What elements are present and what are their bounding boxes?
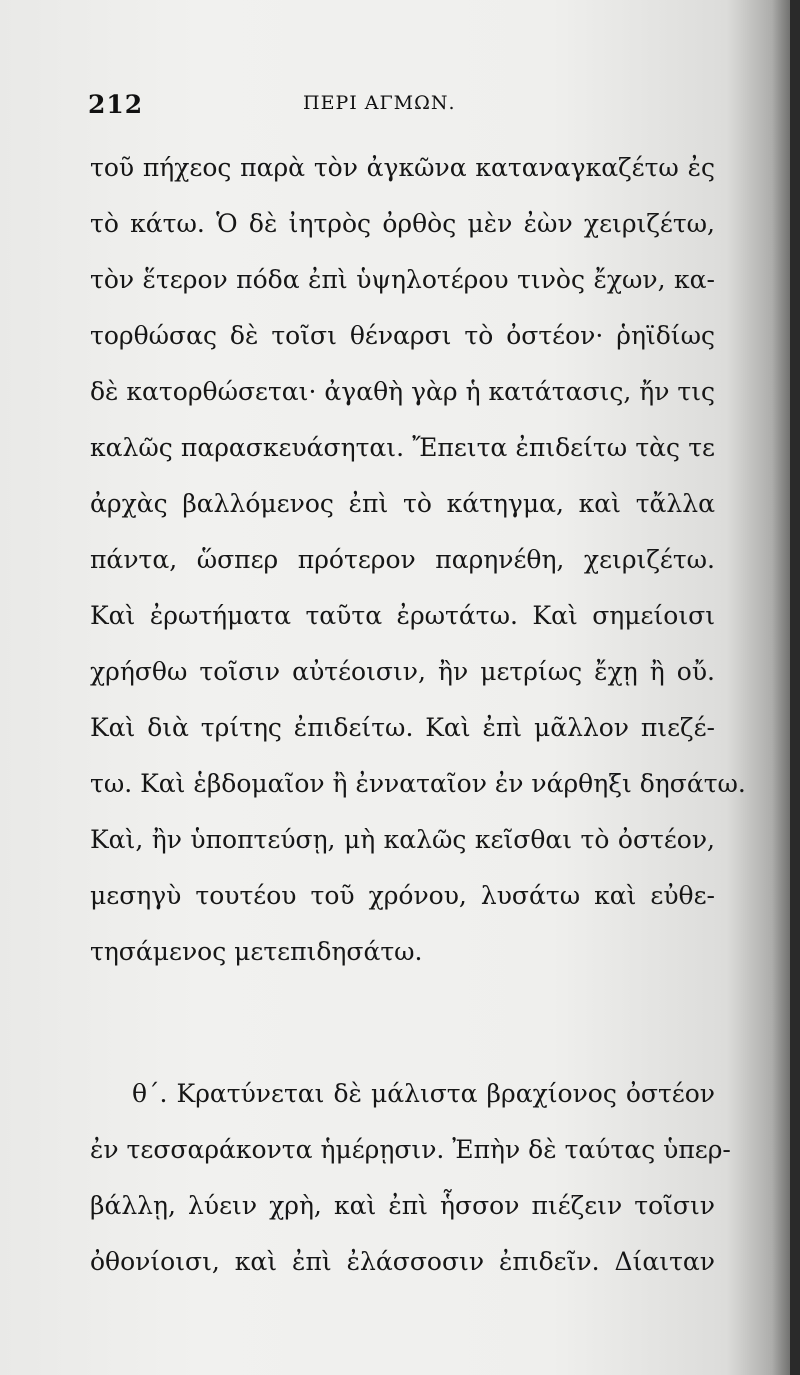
body-text xyxy=(90,140,746,1290)
text-line: ὀθονίοισι, καὶ ἐπὶ ἐλάσσοσιν ἐπιδεῖν. Δίαιταν xyxy=(90,1247,715,1276)
text-line: τορθώσας δὲ τοῖσι θέναρσι τὸ ὀστέον· ῥηϊδίως xyxy=(90,321,715,350)
text-line: βάλλῃ, λύειν χρὴ, καὶ ἐπὶ ἧσσον πιέζειν τοῖσιν xyxy=(90,1191,715,1220)
text-line: Καὶ ἐρωτήματα ταῦτα ἐρωτάτω. Καὶ σημείοισι xyxy=(90,601,715,630)
text-line: δὲ κατορθώσεται· ἀγαθὴ γὰρ ἡ κατάτασις, ἤν τις xyxy=(90,377,715,406)
running-head: ΠΕΡΙ ΑΓΜΩΝ. xyxy=(303,92,456,114)
text-line: τὸ κάτω. Ὁ δὲ ἰητρὸς ὀρθὸς μὲν ἐὼν χειριζέτω, xyxy=(90,209,715,238)
text-line: τὸν ἕτερον πόδα ἐπὶ ὑψηλοτέρου τινὸς ἔχων, κα- xyxy=(90,265,715,294)
text-line: τησάμενος μετεπιδησάτω. xyxy=(90,937,423,966)
paragraph-gap xyxy=(90,980,715,1066)
text-line: καλῶς παρασκευάσηται. Ἔπειτα ἐπιδείτω τὰς τε xyxy=(90,433,715,462)
text-line: χρήσθω τοῖσιν αὐτέοισιν, ἢν μετρίως ἔχῃ ἢ οὔ. xyxy=(90,657,715,686)
paragraph-1 xyxy=(90,140,746,980)
text-line: τοῦ πήχεος παρὰ τὸν ἀγκῶνα καταναγκαζέτω ἐς xyxy=(90,153,715,182)
text-line: ἀρχὰς βαλλόμενος ἐπὶ τὸ κάτηγμα, καὶ τἄλλα xyxy=(90,489,715,518)
page-edge-shadow xyxy=(790,0,800,1375)
text-line: ἐν τεσσαράκοντα ἡμέρῃσιν. Ἐπὴν δὲ ταύτας ὑπερ- xyxy=(90,1135,731,1164)
text-line: τω. Καὶ ἑβδομαῖον ἢ ἐνναταῖον ἐν νάρθηξι δησάτω. xyxy=(90,769,746,798)
paragraph-2 xyxy=(90,1066,731,1290)
text-line: Καὶ, ἢν ὑποπτεύσῃ, μὴ καλῶς κεῖσθαι τὸ ὀστέον, xyxy=(90,825,715,854)
text-line: μεσηγὺ τουτέου τοῦ χρόνου, λυσάτω καὶ εὐθε- xyxy=(90,881,715,910)
text-line: πάντα, ὥσπερ πρότερον παρηνέθη, χειριζέτω. xyxy=(90,545,715,574)
text-line: Καὶ διὰ τρίτης ἐπιδείτω. Καὶ ἐπὶ μᾶλλον πιεζέ- xyxy=(90,713,715,742)
text-line: θ΄. Κρατύνεται δὲ μάλιστα βραχίονος ὀστέον xyxy=(132,1079,715,1108)
page-number: 212 xyxy=(88,90,144,119)
page-header xyxy=(88,90,708,130)
